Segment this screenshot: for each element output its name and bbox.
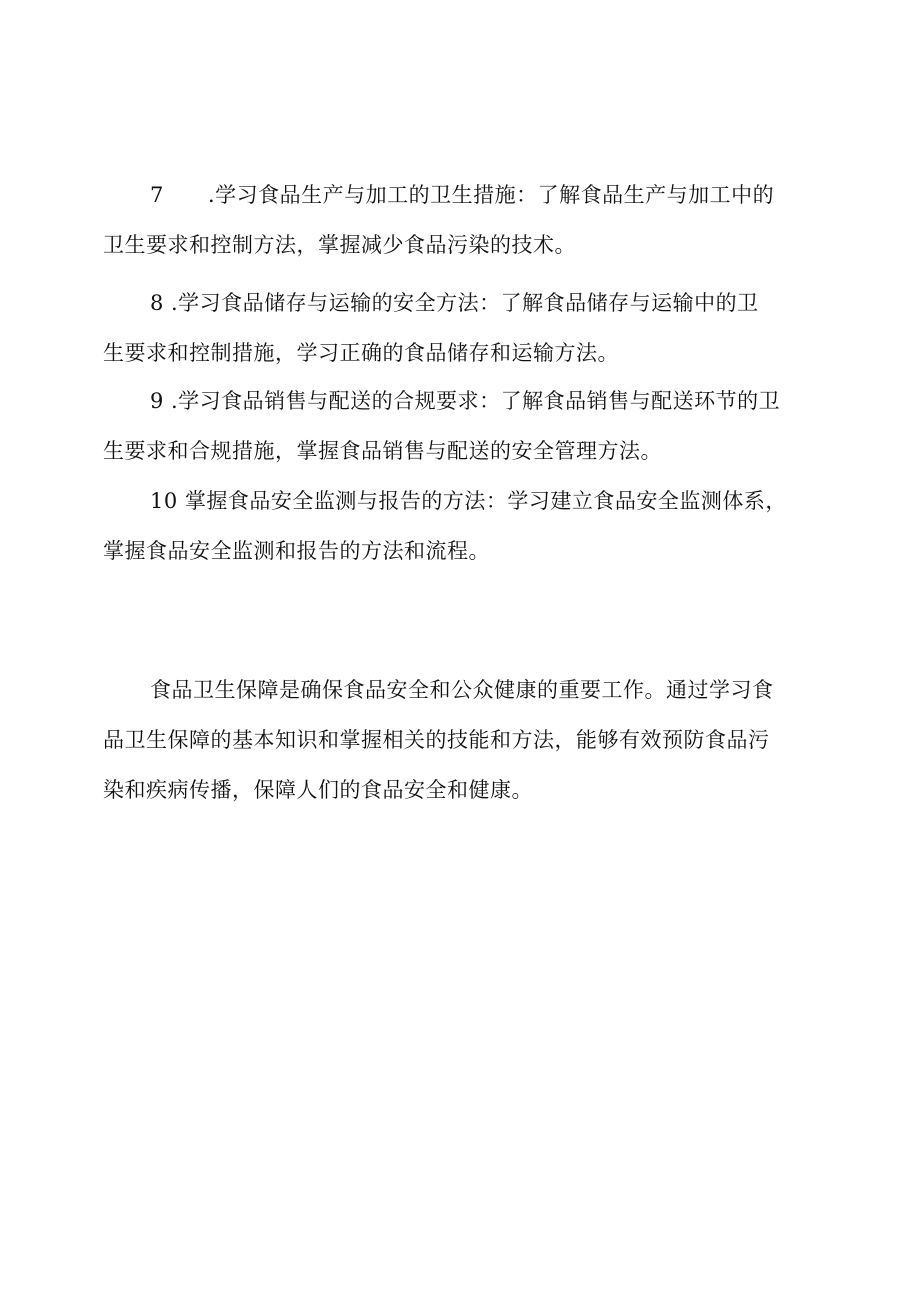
list-item-10-continuation: 掌握食品安全监测和报告的方法和流程。 (103, 539, 490, 563)
summary-line-1: 食品卫生保障是确保食品安全和公众健康的重要工作。通过学习食 (150, 678, 774, 702)
list-item-10-text: 掌握食品安全监测与报告的方法：学习建立食品安全监测体系， (184, 489, 787, 513)
list-item-9-number: 9 (150, 389, 164, 413)
list-item-8-first-line (103, 278, 821, 328)
list-item-7-number: 7 (150, 183, 164, 207)
list-item-10-first-line (103, 476, 821, 526)
list-item-8-number: 8 (150, 291, 164, 315)
list-item-9-continuation: 生要求和合规措施，掌握食品销售与配送的安全管理方法。 (103, 439, 662, 463)
list-item-7-continuation: 卫生要求和控制方法，掌握减少食品污染的技术。 (103, 233, 576, 257)
list-item-7 (103, 170, 821, 270)
list-item-9-first-line (103, 376, 821, 426)
list-item-10-number: 10 (150, 489, 178, 513)
list-item-8 (103, 278, 821, 378)
summary-line-2: 品卫生保障的基本知识和掌握相关的技能和方法，能够有效预防食品污 (103, 728, 770, 752)
summary-paragraph (103, 665, 821, 815)
list-item-8-text: .学习食品储存与运输的安全方法：了解食品储存与运输中的卫 (171, 291, 759, 315)
summary-line-3: 染和疾病传播，保障人们的食品安全和健康。 (103, 778, 533, 802)
list-item-9-text: .学习食品销售与配送的合规要求：了解食品销售与配送环节的卫 (171, 389, 781, 413)
list-item-9 (103, 376, 821, 476)
list-item-10 (103, 476, 821, 576)
list-item-7-first-line (103, 170, 821, 220)
list-item-8-continuation: 生要求和控制措施，学习正确的食品储存和运输方法。 (103, 341, 619, 365)
list-item-7-text: .学习食品生产与加工的卫生措施：了解食品生产与加工中的 (208, 183, 775, 207)
